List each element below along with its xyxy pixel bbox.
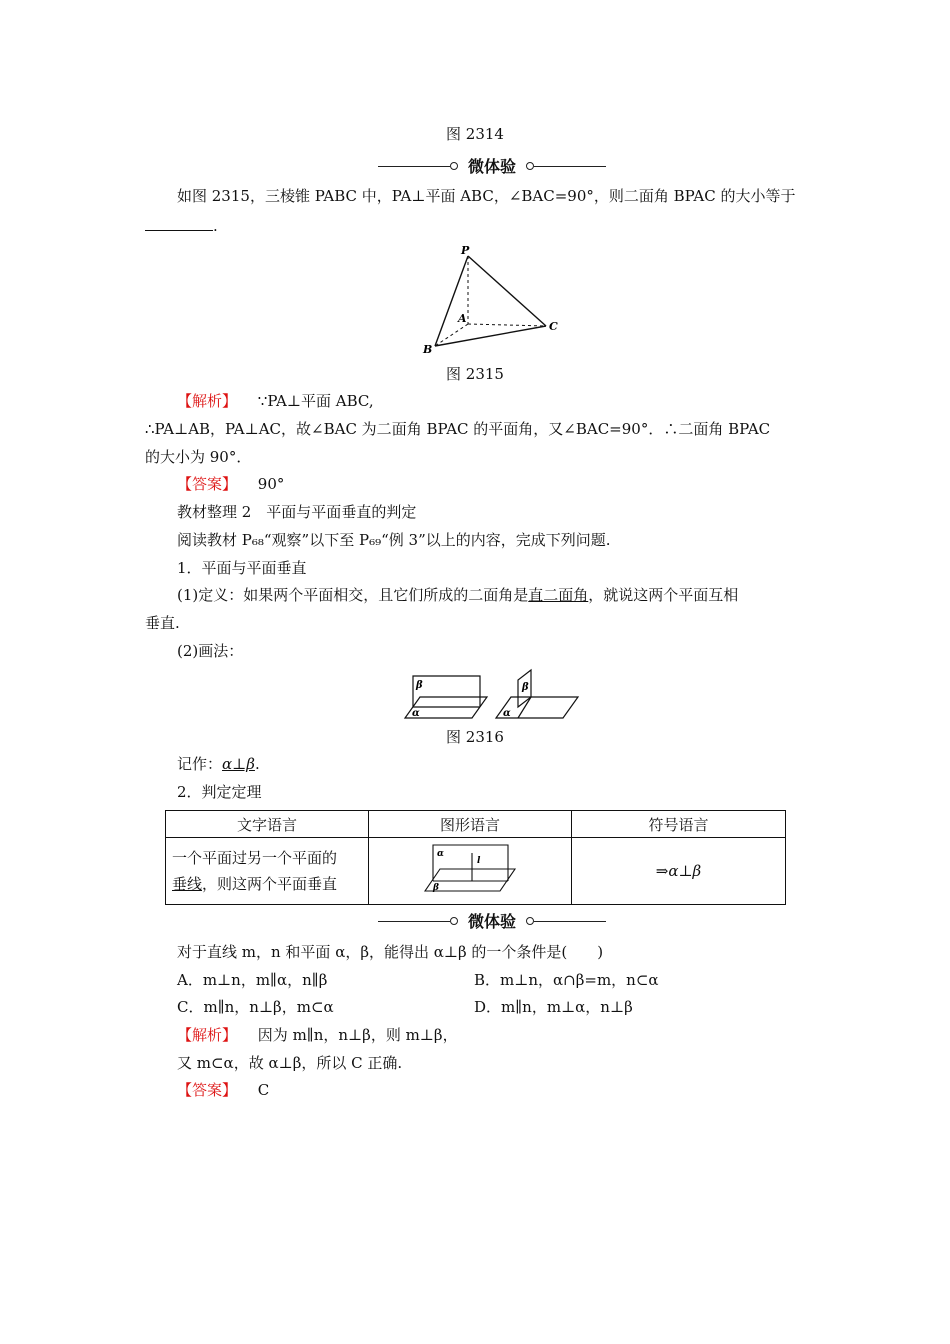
section-title: 微体验	[467, 157, 516, 176]
solution-tag: 【解析】	[177, 1026, 238, 1044]
section-dot-right	[526, 162, 534, 170]
section-dot-right	[526, 917, 534, 925]
answer-value: C	[257, 1081, 270, 1099]
definition-line-2: 垂直.	[145, 614, 180, 632]
label-alpha-right: α	[503, 708, 511, 719]
section-header-practice	[378, 155, 606, 179]
answer-value: 90°	[257, 475, 285, 493]
section-rule-right	[534, 921, 606, 922]
section-rule-right	[534, 166, 606, 167]
edge-pc	[468, 256, 546, 326]
edge-bc	[435, 326, 546, 346]
theorem-figure	[420, 841, 520, 897]
label-beta-right: β	[522, 682, 529, 693]
intersection-line-right	[518, 697, 531, 718]
edge-ac	[468, 324, 546, 326]
solution-2-line-1	[177, 1025, 458, 1045]
solution-text: ∵PA⊥平面 ABC,	[257, 392, 374, 410]
theorem-term: 垂线	[172, 875, 203, 893]
notation-suffix: .	[254, 755, 260, 773]
perpendicular-planes-figure	[400, 668, 580, 724]
answer-1	[177, 474, 284, 494]
theorem-table	[165, 810, 786, 905]
vertex-label-c: C	[549, 320, 558, 333]
label-beta-left: β	[416, 680, 423, 691]
option-c: C．m∥n，n⊥β，m⊂α	[177, 998, 334, 1016]
label-l: l	[477, 856, 481, 866]
definition-prefix: (1)定义：如果两个平面相交，且它们所成的二面角是	[177, 586, 529, 604]
material-heading: 教材整理 2 平面与平面垂直的判定	[177, 503, 417, 521]
definition-suffix: ，就说这两个平面互相	[588, 586, 739, 604]
section-title: 微体验	[467, 912, 516, 931]
item-2-heading: 2．判定定理	[177, 783, 262, 801]
notation-line	[177, 754, 260, 774]
tetrahedron-figure	[418, 240, 568, 358]
figure-caption-2314: 图 2314	[446, 125, 504, 143]
theorem-text-cell	[166, 838, 369, 905]
plane-alpha	[433, 845, 508, 881]
figure-caption-2315: 图 2315	[446, 365, 504, 383]
table-header-text: 文字语言	[166, 811, 369, 838]
option-a: A．m⊥n，m∥α，n∥β	[177, 971, 328, 989]
vertex-label-a: A	[458, 312, 467, 325]
label-alpha: α	[437, 849, 444, 859]
solution-1-line-3: 的大小为 90°．	[145, 448, 252, 466]
vertex-label-b: B	[423, 343, 433, 356]
definition-line-1	[177, 585, 738, 605]
vertex-label-p: P	[461, 244, 470, 257]
edge-pb	[435, 256, 468, 346]
item-1-heading: 1．平面与平面垂直	[177, 559, 307, 577]
answer-tag: 【答案】	[177, 1081, 238, 1099]
label-alpha-left: α	[412, 708, 420, 719]
material-intro: 阅读教材 P₆₈“观察”以下至 P₆₉“例 3”以上的内容，完成下列问题.	[177, 531, 611, 549]
solution-tag: 【解析】	[177, 392, 238, 410]
solution-2-line-2: 又 m⊂α，故 α⊥β，所以 C 正确.	[177, 1054, 403, 1072]
answer-2	[177, 1080, 269, 1100]
section-header-practice-2	[378, 910, 606, 934]
drawing-method-label: (2)画法：	[177, 642, 244, 660]
label-beta: β	[433, 883, 439, 893]
solution-1-line-2: ∴PA⊥AB，PA⊥AC，故∠BAC 为二面角 BPAC 的平面角，又∠BAC=90°．∴二面角 BPAC	[145, 420, 771, 438]
notation-value: α⊥β	[222, 755, 255, 773]
theorem-symbol-cell: ⇒α⊥β	[572, 838, 786, 905]
solution-1-line-1	[177, 391, 374, 411]
plane-beta-left	[413, 676, 480, 707]
definition-term: 直二面角	[528, 586, 589, 604]
question-1-text: 如图 2315，三棱锥 PABC 中，PA⊥平面 ABC，∠BAC=90°，则二面角 BPAC 的大小等于	[177, 187, 796, 205]
answer-tag: 【答案】	[177, 475, 238, 493]
question-1-blank-line	[145, 216, 218, 236]
answer-blank	[145, 216, 213, 231]
figure-caption-2316: 图 2316	[446, 728, 504, 746]
question-2-stem: 对于直线 m，n 和平面 α，β，能得出 α⊥β 的一个条件是( )	[177, 943, 604, 961]
question-1-end: .	[213, 217, 218, 235]
solution-text: 因为 m∥n，n⊥β，则 m⊥β，	[257, 1026, 458, 1044]
theorem-text-line-1: 一个平面过另一个平面的	[172, 849, 338, 867]
table-header-figure: 图形语言	[369, 811, 572, 838]
notation-prefix: 记作：	[177, 755, 223, 773]
option-d: D．m∥n，m⊥α，n⊥β	[474, 998, 633, 1016]
theorem-text-line-2	[172, 871, 362, 897]
theorem-text-suffix: ，则这两个平面垂直	[202, 875, 338, 893]
option-b: B．m⊥n，α∩β=m，n⊂α	[474, 971, 659, 989]
table-header-symbol: 符号语言	[572, 811, 786, 838]
table-row	[166, 838, 786, 905]
theorem-figure-cell	[369, 838, 572, 905]
table-header-row	[166, 811, 786, 838]
